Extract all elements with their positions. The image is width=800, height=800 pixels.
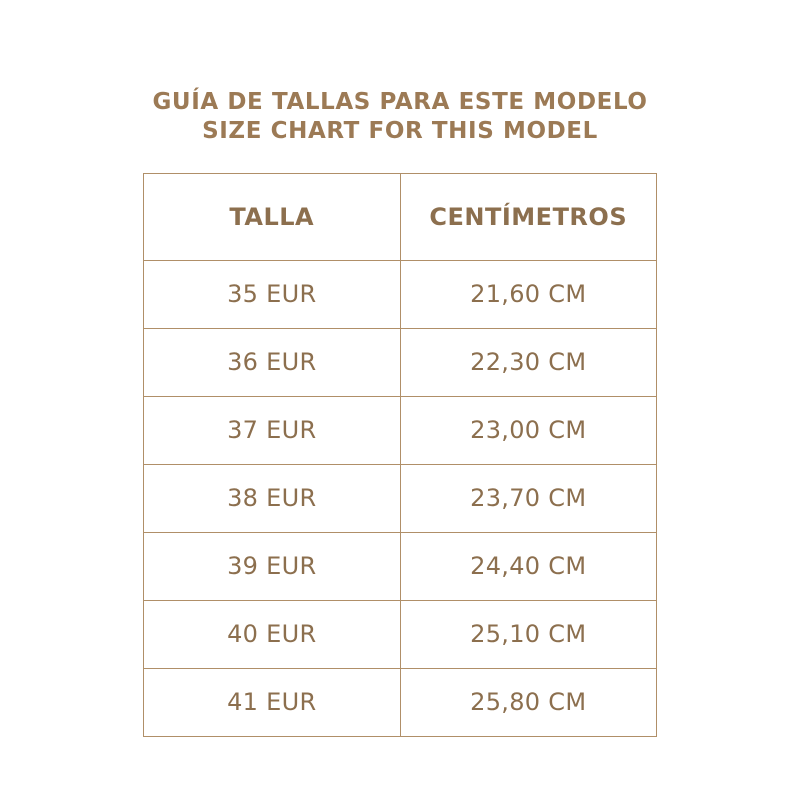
- cell-centimeters: 25,10 CM: [400, 600, 657, 668]
- cell-centimeters: 22,30 CM: [400, 328, 657, 396]
- cell-centimeters: 24,40 CM: [400, 532, 657, 600]
- column-header-centimeters: CENTÍMETROS: [400, 173, 657, 260]
- table-header: [144, 173, 657, 260]
- cell-size: 39 EUR: [144, 532, 401, 600]
- cell-size: 36 EUR: [144, 328, 401, 396]
- table-row: [144, 464, 657, 532]
- cell-centimeters: 23,70 CM: [400, 464, 657, 532]
- page-title-line-es: GUÍA DE TALLAS PARA ESTE MODELO: [152, 89, 648, 115]
- cell-size: 38 EUR: [144, 464, 401, 532]
- table-row: [144, 532, 657, 600]
- cell-centimeters: 21,60 CM: [400, 260, 657, 328]
- page-title: [152, 88, 647, 147]
- table-row: [144, 260, 657, 328]
- cell-centimeters: 25,80 CM: [400, 668, 657, 736]
- cell-size: 41 EUR: [144, 668, 401, 736]
- column-header-size: TALLA: [144, 173, 401, 260]
- table-row: [144, 600, 657, 668]
- cell-size: 37 EUR: [144, 396, 401, 464]
- cell-size: 35 EUR: [144, 260, 401, 328]
- cell-size: 40 EUR: [144, 600, 401, 668]
- cell-centimeters: 23,00 CM: [400, 396, 657, 464]
- table-row: [144, 328, 657, 396]
- table-body: [144, 260, 657, 736]
- size-chart-table-wrapper: [143, 173, 657, 737]
- page-title-line-en: SIZE CHART FOR THIS MODEL: [202, 118, 598, 145]
- table-header-row: [144, 173, 657, 260]
- table-row: [144, 396, 657, 464]
- size-chart-table: [143, 173, 657, 737]
- table-row: [144, 668, 657, 736]
